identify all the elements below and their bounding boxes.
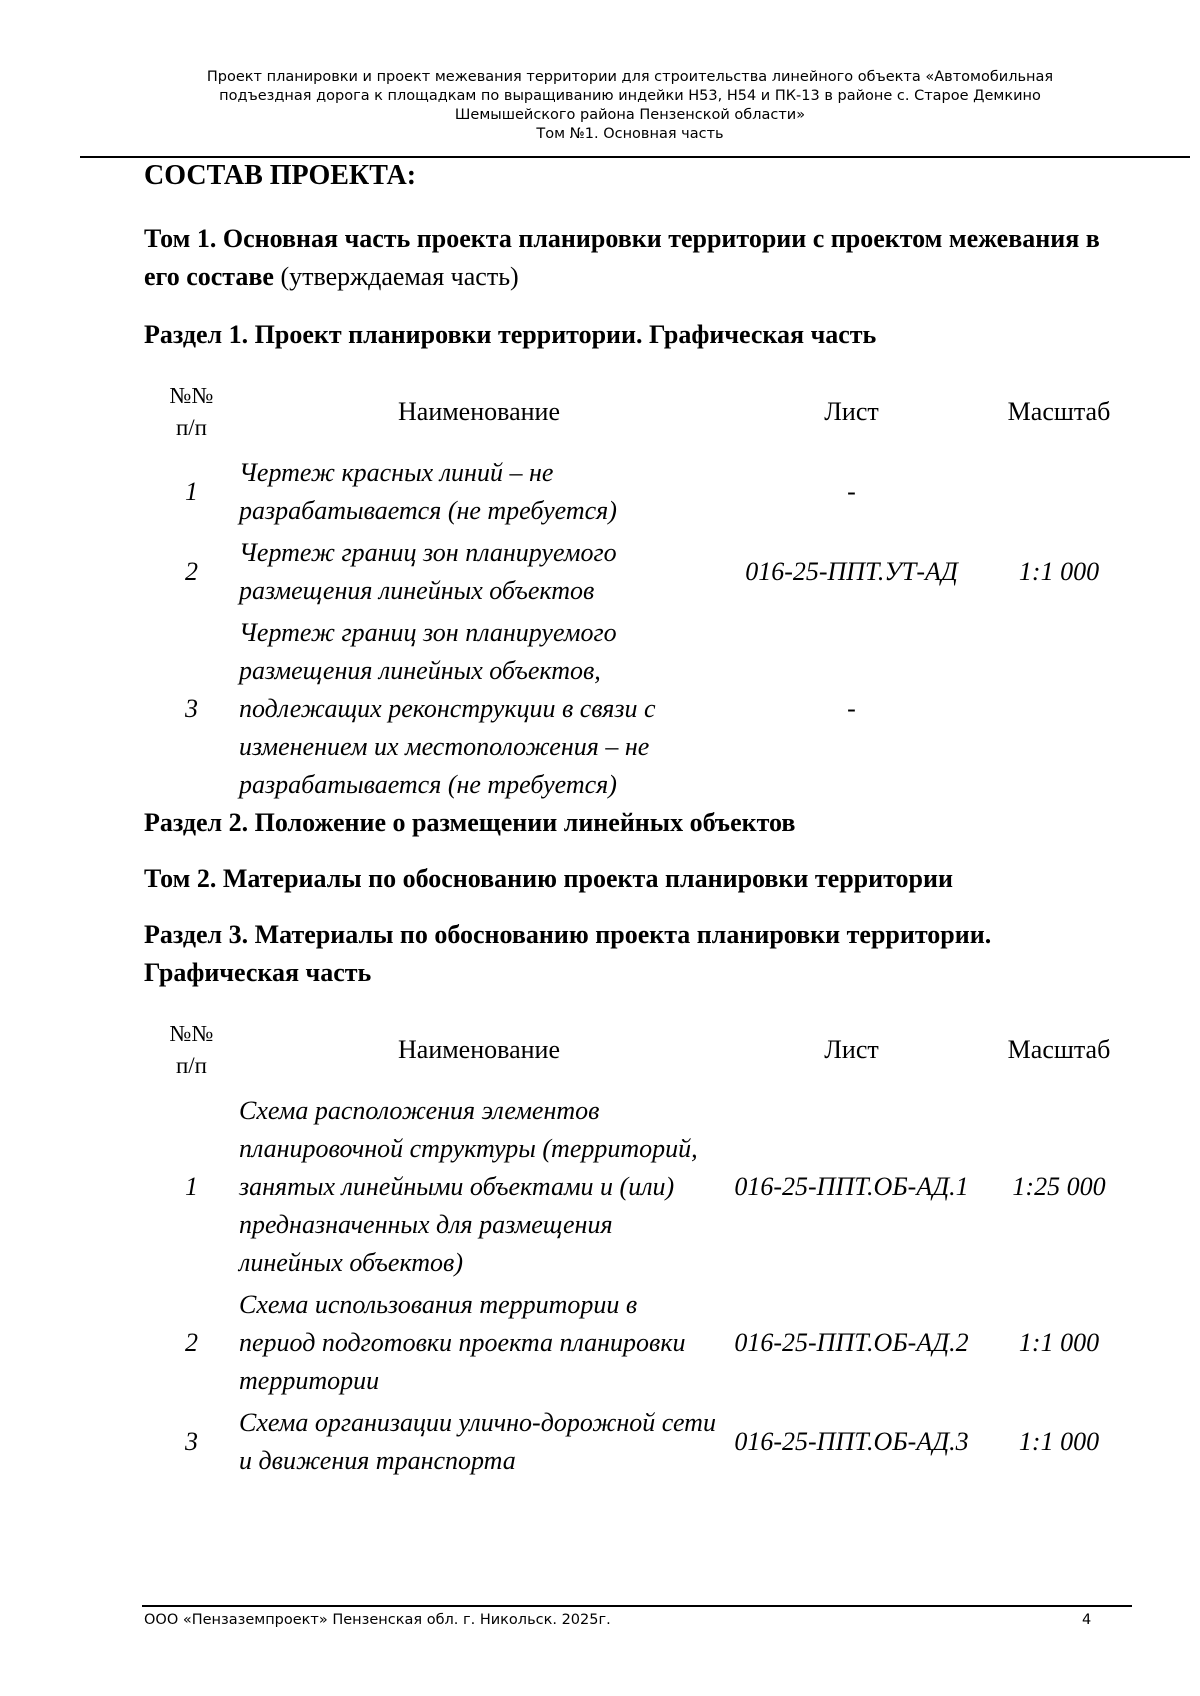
header-line-2: подъездная дорога к площадкам по выращиванию индейки Н53, Н54 и ПК-13 в районе с. Старое Демкино [219,88,1041,104]
volume-1-bold: Том 1. Основная часть проекта планировки территории с проектом межевания в его составе [144,224,1100,291]
col-header-scale: Масштаб [1007,397,1111,426]
table-row [144,530,1134,610]
row-num: 1 [185,1172,198,1201]
row-scale [984,444,1134,530]
row-scale: 1:1 000 [1018,557,1100,586]
volume-1-heading [144,220,1134,296]
row-sheet: 016-25-ППТ.УТ-АД [745,557,958,586]
row-sheet: 016-25-ППТ.ОБ-АД.3 [734,1427,969,1456]
section-1-heading: Раздел 1. Проект планировки территории. Графическая часть [144,320,877,349]
row-name: Схема использования территории в период подготовки проекта планировки территории [239,1290,686,1395]
footer-divider [142,1605,1132,1607]
table-header-row [144,1018,1134,1082]
row-scale: 1:1 000 [1018,1328,1100,1357]
section-2-heading: Раздел 2. Положение о размещении линейных объектов [144,808,796,837]
table-row [144,610,1134,804]
row-num: 3 [185,694,198,723]
header-line-1: Проект планировки и проект межевания территории для строительства линейного объекта «Автомобильная [206,69,1054,85]
footer-text: ООО «Пензаземпроект» Пензенская обл. г. Никольск. 2025г. [144,1612,611,1628]
table-section-1 [144,380,1134,804]
header-divider [80,156,1190,158]
row-num: 1 [185,477,198,506]
row-num: 2 [185,557,198,586]
col-header-sheet: Лист [824,1035,879,1064]
row-name: Чертеж границ зон планируемого размещения линейных объектов [239,538,617,605]
row-sheet: 016-25-ППТ.ОБ-АД.1 [734,1172,969,1201]
volume-1-note: (утверждаемая часть) [273,262,519,291]
document-title: СОСТАВ ПРОЕКТА: [144,160,417,191]
table-row [144,1082,1134,1282]
volume-2-heading: Том 2. Материалы по обоснованию проекта планировки территории [144,864,953,893]
row-sheet: - [847,694,856,723]
row-name: Чертеж красных линий – не разрабатывается (не требуется) [239,458,617,525]
row-num: 3 [185,1427,198,1456]
col-header-sheet: Лист [824,397,879,426]
section-3-heading: Раздел 3. Материалы по обоснованию проекта планировки территории. Графическая часть [144,920,992,987]
col-header-num: №№ п/п [169,1021,214,1078]
document-body [144,160,1134,1480]
row-num: 2 [185,1328,198,1357]
col-header-scale: Масштаб [1007,1035,1111,1064]
page-header [80,68,1180,144]
col-header-name: Наименование [398,397,560,426]
table-section-3 [144,1018,1134,1480]
header-line-3: Шемышейского района Пензенской области» [454,107,806,123]
row-scale: 1:25 000 [1012,1172,1106,1201]
col-header-name: Наименование [398,1035,560,1064]
row-sheet: - [847,477,856,506]
page-number: 4 [1082,1612,1092,1628]
row-scale: 1:1 000 [1018,1427,1100,1456]
header-line-4: Том №1. Основная часть [536,126,724,142]
table-row [144,444,1134,530]
col-header-num: №№ п/п [169,383,214,440]
row-name: Чертеж границ зон планируемого размещения линейных объектов, подлежащих реконструкции в связи с изменением их местоположения – не разрабатывается (не требуется) [239,618,656,799]
row-name: Схема организации улично-дорожной сети и движения транспорта [239,1408,716,1475]
table-row [144,1400,1134,1480]
table-header-row [144,380,1134,444]
row-sheet: 016-25-ППТ.ОБ-АД.2 [734,1328,969,1357]
table-row [144,1282,1134,1400]
row-scale [984,610,1134,804]
row-name: Схема расположения элементов планировочной структуры (территорий, занятых линейными объектами и (или) предназначенных для размещения линейных объектов) [239,1096,698,1277]
